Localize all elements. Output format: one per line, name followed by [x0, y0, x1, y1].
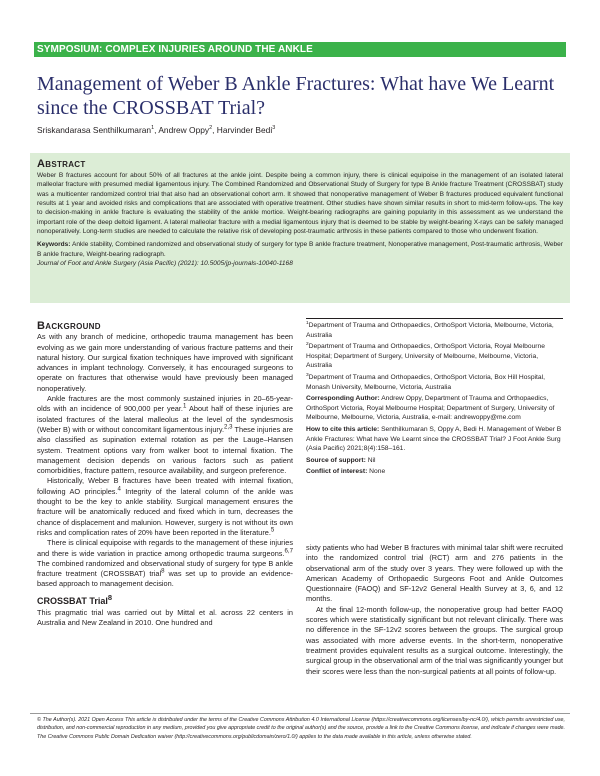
author-name: Harvinder Bedi [216, 125, 273, 135]
right-column [306, 543, 563, 677]
author-list: Sriskandarasa Senthilkumaran$^1$, Andrew Oppy$^2$, Harvinder Bedi$^3$ [37, 125, 276, 135]
how-to-cite [306, 425, 563, 454]
background-paragraph: As with any branch of medicine, orthopedic trauma management has been evolving as we gain more understanding of various fracture patterns and their natural history. Our surgical fixation techniques have improved with significant advances in implant technology. Conversely, it has encouraged surgeons to operate on fractures that otherwise would have previously been managed nonoperatively. [37, 332, 293, 393]
affiliation-text: Department of Trauma and Orthopaedics, OrthoSport Victoria, Royal Melbourne Hospital; Department of Surgery, University of Melbourne, Melbourne, Victoria, Australia [306, 343, 545, 370]
text-span: The combined randomized and observational study of surgery for type B ankle fracture treatment (CROSSBAT) trial [37, 558, 293, 579]
corresponding-label: Corresponding Author: [306, 395, 380, 403]
conflict-of-interest [306, 467, 563, 477]
corresponding-author [306, 394, 563, 423]
text-span: About half of these injuries are isolated fractures of the lateral malleolus at the level of the syndesmosis (Weber B) with or without concomitant ligamentous injury. [37, 404, 293, 434]
affiliations [306, 321, 563, 479]
citation-mark: 2,3 [224, 423, 233, 431]
background-paragraph [37, 538, 293, 589]
section-banner: SYMPOSIUM: COMPLEX INJURIES AROUND THE ANKLE [34, 42, 566, 57]
source-of-support [306, 456, 563, 466]
text-span: was set up to provide an evidence-based approach to management decision. [37, 569, 293, 589]
support-text: Nil [367, 456, 376, 464]
left-column [37, 321, 293, 629]
crossbat-paragraph: This pragmatic trial was carried out by Mittal et al. across 22 centers in Australia and New Zealand in 2010. One hundred and [37, 608, 293, 628]
support-label: Source of support: [306, 456, 366, 464]
conflict-text: None [369, 468, 386, 476]
author-name: Andrew Oppy [158, 125, 210, 135]
affiliation [306, 373, 563, 392]
keywords [37, 240, 563, 259]
crossbat-heading [37, 592, 293, 606]
affiliation-mark: 3 [306, 372, 309, 378]
footnote-rule [30, 713, 570, 714]
text-span: Historically, Weber B fractures have been treated with internal fixation, following AO principles. [37, 476, 293, 496]
heading-text: CROSSBAT Trial [37, 595, 108, 606]
body-paragraph: At the final 12-month follow-up, the nonoperative group had better FAOQ scores which were statistically significant but not relevant clinically. There was no difference in the SF-12v2 scores between the groups. The surgical group was associated with more adverse events. In the short-term, nonoperative treatment provides equivalent results as a surgical outcome. Interestingly, the surgical group in the observational arm of the trial was significantly younger but their scores were less than the non-surgical patients at all points of follow-up. [306, 604, 563, 676]
affiliation-rule [306, 318, 563, 319]
corresponding-text: Andrew Oppy, Department of Trauma and Orthopaedics, OrthoSport Victoria, Royal Melbourne Hospital; Department of Surgery, University of Melbourne, Melbourne, Victoria, Australia, e-mail: andrewoppy@me.com [306, 395, 555, 422]
author-affiliation-mark: 3 [272, 125, 276, 132]
citation-mark: 4 [117, 485, 121, 493]
citation-mark: 1 [182, 402, 187, 410]
affiliation-text: Department of Trauma and Orthopaedics, OrthoSport Victoria, Box Hill Hospital, Monash University, Melbourne, Victoria, Australia [306, 373, 545, 391]
conflict-label: Conflict of interest: [306, 468, 368, 476]
citation-mark: 5 [270, 526, 275, 534]
author-name: Sriskandarasa Senthilkumaran [37, 125, 152, 135]
citation-mark: 8 [107, 592, 113, 602]
text-span: There is clinical equipoise with regards to the management of these injuries and there is wide variation in practice among orthopedic trauma surgeons. [37, 538, 293, 558]
text-span: Integrity of the lateral column of the ankle was thought to be the key to ankle stability. Surgical management ensures the fracture will be anatomically reduced and fixed which in turn, decreases the chance of displacement and malunion. However, surgery is not without its own risks and complication rates of 20% have been reported in the literature. [37, 486, 293, 537]
affiliation [306, 321, 563, 340]
affiliation-mark: 1 [306, 320, 309, 326]
cite-text: Senthilkumaran S, Oppy A, Bedi H. Management of Weber B Ankle Fractures: What have We Learnt since the CROSSBAT Trial? J Foot Ankle Surg (Asia Pacific) 2021;8(4):158–161. [306, 425, 562, 453]
keywords-label: Keywords: [37, 241, 71, 249]
background-heading: Background [37, 320, 101, 332]
affiliation [306, 342, 563, 371]
abstract-text: Weber B fractures account for about 50% of all fractures at the ankle joint. Despite being a common injury, there is clinical equipoise in the management of an isolated lateral malleolar fracture with presumed medial ligamentous injury. The Combined Randomized and Observational Study of Surgery for type B Ankle fracture Treatment (CROSSBAT) study was a multicenter randomized control trial that also had an observational cohort arm. It showed that nonoperative management of Weber B fractures produced equivalent functional results at 1 year and avoided risks and complications that are associated with operative treatment. Other studies have shown similar results in short to mid-term follow-ups. The key to decision-making in ankle fracture is evaluating the stability of the ankle mortice. Weight-bearing radiographs are gaining popularity in this assessment as we understand the important role of the deep deltoid ligament. A lateral malleolar fracture with a medial ligamentous injury that is deemed to be stable by weight-bearing X-rays can be safely managed nonoperatively. Long-term studies are needed to calculate the relative risk of developing post-traumatic arthrosis in these patients compared to those who underwent fixation. [37, 172, 563, 236]
citation-mark: 8 [161, 567, 165, 575]
text-span: These injuries are also classified as supination external rotation as per the Lauge–Hansen system. Treatment options vary from walker boot to internal fixation. The management decision depends on various factors such as patient comorbidities, fracture pattern, resource availability, and surgeon preference. [37, 424, 293, 476]
keywords-text: Ankle stability, Combined randomized and observational study of surgery for type B ankle fracture treatment, Nonoperative management, Post-traumatic arthrosis, Weber B ankle fracture, Weight-bearing radiograph. [37, 241, 563, 258]
abstract-box [30, 153, 570, 303]
author-affiliation-mark: 1 [151, 125, 155, 132]
background-paragraph [37, 476, 293, 538]
journal-citation: Journal of Foot and Ankle Surgery (Asia Pacific) (2021): 10.5005/jp-journals-10040-1168 [37, 260, 293, 268]
abstract-heading: Abstract [37, 158, 86, 170]
author-affiliation-mark: 2 [209, 125, 213, 132]
article-title: Management of Weber B Ankle Fractures: What have We Learnt since the CROSSBAT Trial? [37, 73, 555, 119]
background-paragraph [37, 394, 293, 476]
citation-mark: 6,7 [284, 547, 293, 555]
affiliation-mark: 2 [306, 341, 309, 347]
text-span: Ankle fractures are the most commonly sustained injuries in 20–65-year-olds with an incidence of 900,000 per year. [37, 394, 293, 414]
body-paragraph: sixty patients who had Weber B fractures with minimal talar shift were recruited into the randomized control trial (RCT) arm and 276 patients in the observational arm of the study over 3 years. They were followed up with the American Academy of Orthopaedic Surgeons Foot and Ankle Outcomes Questionnaire (FAOQ) and SF-12v2 General Health Survey at 3, 6, and 12 months. [306, 543, 563, 604]
license-footnote: © The Author(s). 2021 Open Access This article is distributed under the terms of the Creative Commons Attribution 4.0 International License (https://creativecommons.org/licenses/by-nc/4.0/), which permits unrestricted use, distribution, and non-commercial reproduction in any medium, provided you give appropriate credit to the original author(s) and the source, provide a link to the Creative Commons license, and indicate if changes were made. The Creative Commons Public Domain Dedication waiver (http://creativecommons.org/publicdomain/zero/1.0/) applies to the data made available in this article, unless otherwise stated. [37, 717, 565, 740]
affiliation-text: Department of Trauma and Orthopaedics, OrthoSport Victoria, Melbourne, Victoria, Australia [306, 322, 554, 339]
cite-label: How to cite this article: [306, 425, 380, 433]
